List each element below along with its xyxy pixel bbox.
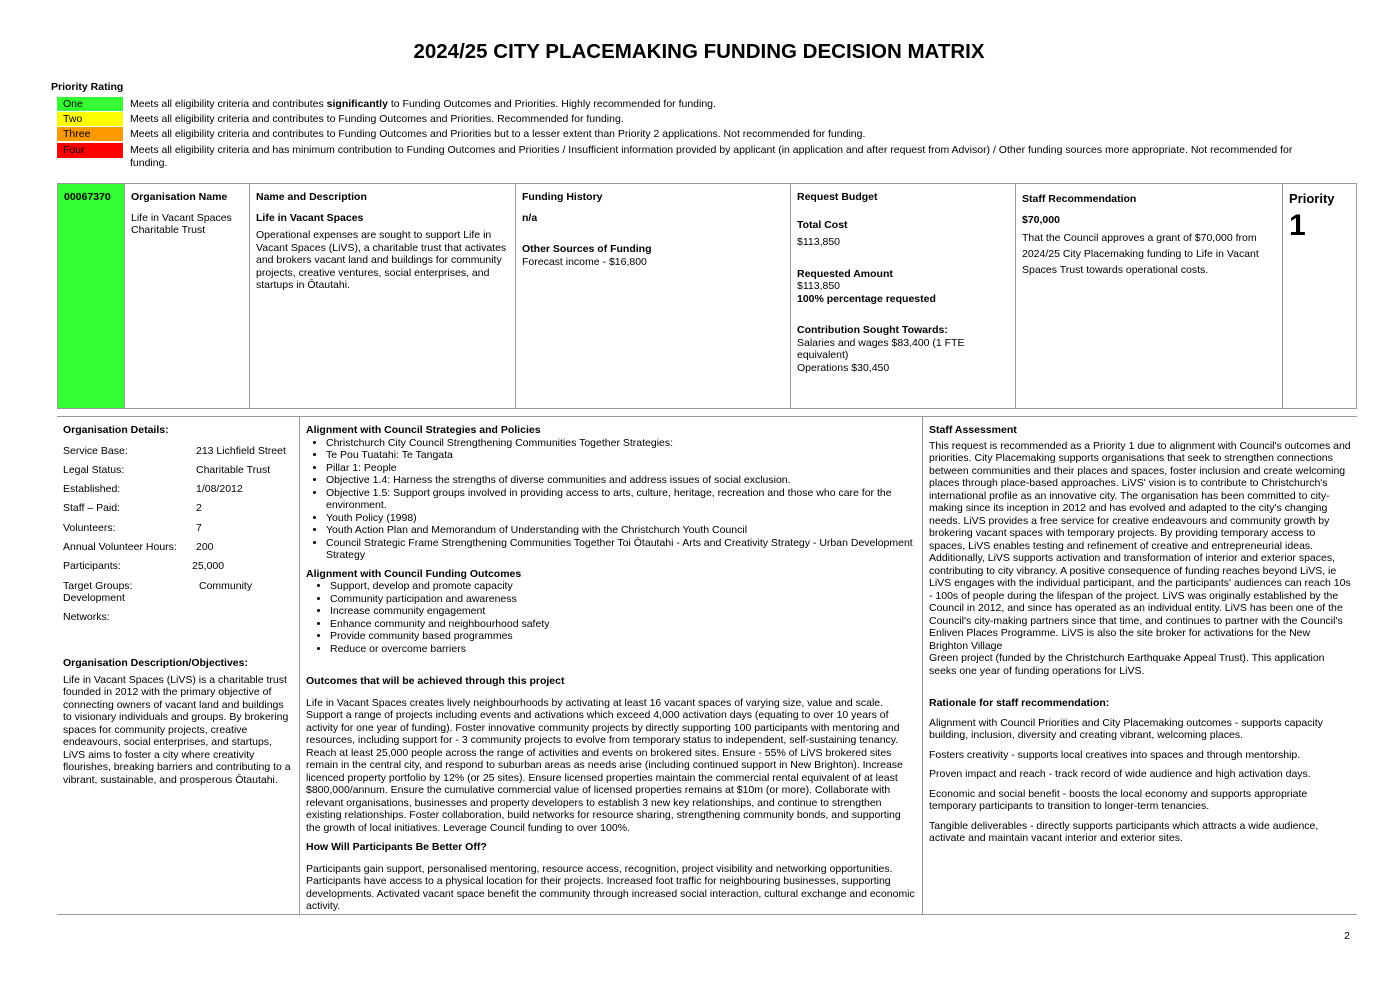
list-item: • Pillar 1: People — [326, 462, 916, 475]
list-item: • Council Strategic Frame Strengthening Communities Together Toi Ōtautahi - Arts and Creativity Strategy - Urban Development Strategy — [326, 537, 916, 562]
legend-row-two — [57, 112, 1319, 127]
other-sources-value: Forecast income - $16,800 — [522, 255, 647, 268]
page-title: 2024/25 CITY PLACEMAKING FUNDING DECISION MATRIX — [413, 40, 985, 63]
rationale-heading: Rationale for staff recommendation: — [929, 697, 1110, 709]
rationale-item: Proven impact and reach - track record of wide audience and high activation days. — [929, 768, 1311, 780]
legend-swatch-one — [57, 97, 123, 111]
list-item: • Provide community based programmes — [330, 630, 916, 643]
priority-legend — [57, 97, 1319, 169]
priority-cell — [1283, 184, 1356, 408]
staff-recommendation-cell — [1016, 184, 1283, 408]
legend-label: Three — [63, 128, 91, 140]
request-budget-heading: Request Budget — [797, 191, 878, 203]
legend-row-one — [57, 97, 1319, 112]
recommended-amount: $70,000 — [1022, 214, 1060, 226]
application-row — [57, 183, 1357, 409]
requested-amount-label: Requested Amount — [797, 267, 893, 280]
requested-amount-value: $113,850 — [797, 280, 841, 292]
list-item: • Enhance community and neighbourhood safety — [330, 618, 916, 631]
description-heading: Name and Description — [256, 191, 367, 203]
alignment-column — [300, 417, 923, 914]
funding-history-value: n/a — [522, 211, 538, 224]
funding-history-heading: Funding History — [522, 191, 603, 203]
project-description: Operational expenses are sought to support Life in Vacant Spaces (LiVS), a charitable trust that activates and brokers vacant land and buildings for community projects, creative ventures, social enterprises, and startups in Ōtautahi. — [256, 229, 507, 291]
staff-assessment-column — [923, 417, 1357, 914]
list-item: • Increase community engagement — [330, 605, 916, 618]
legend-label: Two — [63, 113, 83, 125]
detail-row: Service Base: 213 Lichfield Street — [63, 444, 286, 457]
detail-row: Staff – Paid: 2 — [63, 502, 202, 515]
project-outcomes-text: Life in Vacant Spaces creates lively neighbourhoods by activating at least 16 vacant spaces of varying size, value and scale. Support a range of projects including events and activations which exceed 4,000 activation days (equating to over 10 years of activity for one year of funding). Foster innovative community projects by directly supporting 100 participants with mentoring and resources, including support for - 3 community projects to evolve from temporary status to independent, self-sustaining tenancy. Reach at least 25,000 people across the range of activities and events on brokered sites. Ensure - 55% of LiVS brokered sites remain in the central city, and respond to suburban areas as needs arise (including continued support in New Brighton). Increase licenced property portfolio by 12% (or 25 sites). Ensure licensed properties maintain the commercial rental equivalent of at least $800,000/annum. Ensure the cumulative commercial value of licensed properties remains at $10m (or more). Collaborate with relevant organisations, businesses and property developers to establish 3 new key relationships, and continue to strengthen existing relationships. Foster collaboration, build networks for resource sharing, strengthening community bonds, and supporting the growth of local initiatives. Leverage Council funding to over 100%. — [306, 696, 903, 834]
legend-text: Meets all eligibility criteria and contributes to Funding Outcomes and Priorities. Recommended for funding. — [130, 113, 624, 125]
detail-row-networks: Networks: — [63, 610, 110, 623]
legend-swatch-two — [57, 112, 123, 126]
contribution-label: Contribution Sought Towards: — [797, 324, 948, 336]
better-off-heading: How Will Participants Be Better Off? — [306, 841, 487, 853]
priority-heading: Priority — [1289, 191, 1335, 206]
organisation-details-heading: Organisation Details: — [63, 424, 169, 436]
org-description-text: Life in Vacant Spaces (LiVS) is a charitable trust founded in 2012 with the primary objective of connecting owners of vacant land and buildings to visionary individuals and groups. By brokering spaces for community projects, creative endeavours, social enterprises, and startups, LiVS aims to foster a city where creativity flourishes, breaking barriers and contributing to a vibrant, sustainable, and prosperous Ōtautahi. — [63, 673, 291, 786]
contribution-line: Salaries and wages $83,400 (1 FTE equivalent) — [797, 336, 965, 361]
list-item: • Youth Policy (1998) — [326, 512, 916, 525]
legend-label: Four — [63, 144, 85, 156]
legend-swatch-three — [57, 127, 123, 141]
recommendation-text: That the Council approves a grant of $70,000 from 2024/25 City Placemaking funding to Life in Vacant Spaces Trust towards operational costs. — [1022, 232, 1259, 276]
list-item: • Youth Action Plan and Memorandum of Understanding with the Christchurch Youth Council — [326, 524, 916, 537]
organisation-name: Life in Vacant Spaces Charitable Trust — [131, 211, 232, 236]
staff-assessment-heading: Staff Assessment — [929, 424, 1017, 436]
detail-row: Established: 1/08/2012 — [63, 483, 243, 496]
project-outcomes-heading: Outcomes that will be achieved through this project — [306, 675, 565, 687]
funding-history-cell — [516, 184, 791, 408]
other-sources-heading: Other Sources of Funding — [522, 243, 652, 255]
project-name: Life in Vacant Spaces — [256, 211, 364, 224]
rationale-item: Tangible deliverables - directly supports participants which attracts a wide audience, activate and maintain vacant interior and exterior sites. — [929, 819, 1319, 844]
organisation-cell — [125, 184, 250, 408]
org-description-heading: Organisation Description/Objectives: — [63, 657, 248, 670]
list-item: • Christchurch City Council Strengthening Communities Together Strategies: — [326, 437, 916, 450]
list-item: • Reduce or overcome barriers — [330, 643, 916, 656]
organisation-heading: Organisation Name — [131, 191, 228, 203]
staff-recommendation-heading: Staff Recommendation — [1022, 193, 1137, 205]
page-number: 2 — [1344, 930, 1350, 942]
list-item: • Te Pou Tuatahi: Te Tangata — [326, 449, 916, 462]
rationale-item: Fosters creativity - supports local creatives into spaces and through mentorship. — [929, 748, 1301, 761]
rationale-item: Alignment with Council Priorities and City Placemaking outcomes - supports capacity building, inclusion, diversity and creating vibrant, welcoming places. — [929, 716, 1323, 741]
strategies-list — [306, 437, 916, 562]
list-item: • Support, develop and promote capacity — [330, 580, 916, 593]
legend-text: Meets all eligibility criteria and contributes to Funding Outcomes and Priorities but to a lesser extent than Priority 2 applications. Not recommended for funding. — [130, 128, 866, 140]
application-id: 00067370 — [64, 191, 111, 203]
legend-text: Meets all eligibility criteria and contributes significantly to Funding Outcomes and Priorities. Highly recommended for funding. — [130, 98, 716, 110]
detail-row: Annual Volunteer Hours: 200 — [63, 540, 214, 553]
detail-row-target-groups: Target Groups: Community Development — [63, 579, 253, 605]
contribution-line: Operations $30,450 — [797, 361, 890, 374]
detail-row: Volunteers: 7 — [63, 521, 202, 534]
priority-rating-heading: Priority Rating — [51, 81, 124, 93]
total-cost-label: Total Cost — [797, 218, 848, 231]
staff-assessment-text-2: Green project (funded by the Christchurch Earthquake Appeal Trust). This application seeks one year of funding operations for LiVS. — [929, 652, 1325, 677]
legend-row-four — [57, 143, 1319, 169]
details-section — [57, 416, 1357, 915]
list-item: • Objective 1.4: Harness the strengths of diverse communities and address issues of social exclusion. — [326, 474, 916, 487]
staff-assessment-text: This request is recommended as a Priority 1 due to alignment with Council's outcomes and priorities. City Placemaking supports organisations that seek to strengthen connections between communities and their places and spaces, foster inclusion and create welcoming places through place-based approaches. LiVS' vision is to contribute to Christchurch's international profile as an innovative city. The organisation has been committed to city-making since its inception in 2012 and has evolved and adapted to the city's changing needs. LiVS provides a free service for creative endeavours and community growth by brokering vacant spaces with temporary projects. By providing temporary access to spaces, LiVS enables testing and refinement of creative and entrepreneurial ideas. Additionally, LiVS supports activation and transformation of interior and exterior spaces, contributing to city vibrancy. A positive consequence of funding reaches beyond LiVS, ie LiVS engages with the individual participant, and the participants' audiences can reach 10s - 100s of people during the lifespan of the project. LiVS was originally established by the Council in 2012, and since has operated as an individual entity. LiVS has been one of the Council's city-making partners since that time, and continues to partner with the Council's Enliven Places Programme. LiVS is also the site broker for activations for the New Brighton Village — [929, 439, 1351, 652]
total-cost-value: $113,850 — [797, 236, 841, 248]
outcomes-list — [306, 580, 916, 655]
organisation-details-column — [57, 417, 300, 914]
list-item: • Objective 1.5: Support groups involved in providing access to arts, culture, heritage, recreation and those who care for the environment. — [326, 487, 916, 512]
description-cell — [250, 184, 516, 408]
priority-value: 1 — [1289, 209, 1306, 242]
better-off-text: Participants gain support, personalised mentoring, resource access, recognition, project visibility and networking opportunities. Participants have access to a physical location for their projects. Increased foot traffic for neighbouring businesses, supporting developments. Activated vacant space benefit the community through increased social interaction, cultural exchange and economic activity. — [306, 862, 915, 912]
request-budget-cell — [791, 184, 1016, 408]
legend-label: One — [63, 98, 83, 110]
list-item: • Community participation and awareness — [330, 593, 916, 606]
legend-text: Meets all eligibility criteria and has minimum contribution to Funding Outcomes and Priorities / Insufficient information provided by applicant (in application and after request from Advisor) / Other funding sources more appropriate. Not recommended for funding. — [130, 144, 1293, 169]
outcomes-heading: Alignment with Council Funding Outcomes — [306, 567, 522, 580]
detail-row: Legal Status: Charitable Trust — [63, 463, 271, 476]
percentage-requested: 100% percentage requested — [797, 292, 936, 305]
legend-swatch-four — [57, 143, 123, 158]
rationale-item: Economic and social benefit - boosts the local economy and supports appropriate temporary participants to transition to longer-term tenancies. — [929, 787, 1308, 812]
strategies-heading: Alignment with Council Strategies and Policies — [306, 424, 541, 436]
detail-row-participants: Participants: 25,000 — [63, 560, 225, 573]
application-id-cell — [58, 184, 125, 408]
legend-row-three — [57, 127, 1319, 143]
